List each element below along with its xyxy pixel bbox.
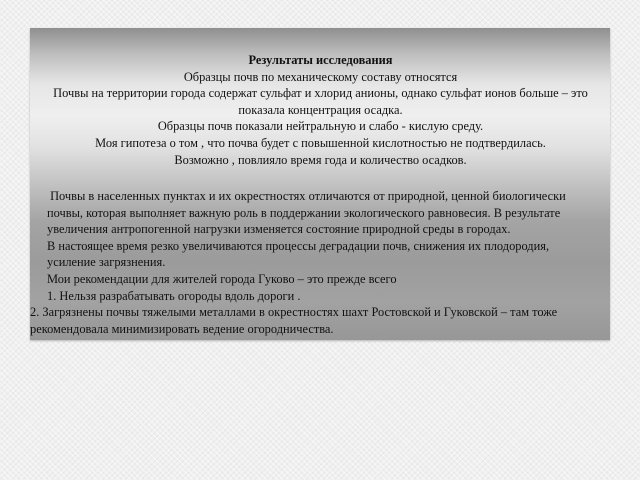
recommendation-item-2: 2. Загрязнены почвы тяжелыми металлами в окрестностях шахт Ростовской и Гуковской – там тоже рекомендовала минимизировать ведение огородничества. [30,305,558,336]
conclusion-paragraph-soils: Почвы в населенных пунктах и их окрестностях отличаются от природной, ценной биологически почвы, которая выполняет важную роль в поддержании экологического равновесия. В результате увеличения антропогенной нагрузки изменяется состояние природной среды в городах. [47,189,569,237]
result-line-ph: Образцы почв показали нейтральную и слабо - кислую среду. [157,119,484,134]
result-line-mechanical: Образцы почв по механическому составу относятся [183,69,458,84]
conclusions-section [30,188,593,337]
slide-title: Результаты исследования [248,53,393,67]
result-line-hypothesis: Моя гипотеза о том , что почва будет с повышенной кислотностью не подтвердилась. [95,135,546,150]
conclusion-paragraph-degradation: В настоящее время резко увеличиваются процессы деградации почв, снижения их плодородия, усиление загрязнения. [47,238,550,270]
result-line-anions: Почвы на территории города содержат сульфат и хлорид анионы, однако сульфат ионов больше – это показала концентрация осадка. [53,86,588,117]
recommendation-item-1: 1. Нельзя разрабатывать огороды вдоль дороги . [47,288,301,303]
recommendations-intro: Мои рекомендации для жителей города Гуково – это прежде всего [47,271,397,286]
results-section [38,52,603,168]
result-line-season: Возможно , повлияло время года и количество осадков. [174,152,467,167]
